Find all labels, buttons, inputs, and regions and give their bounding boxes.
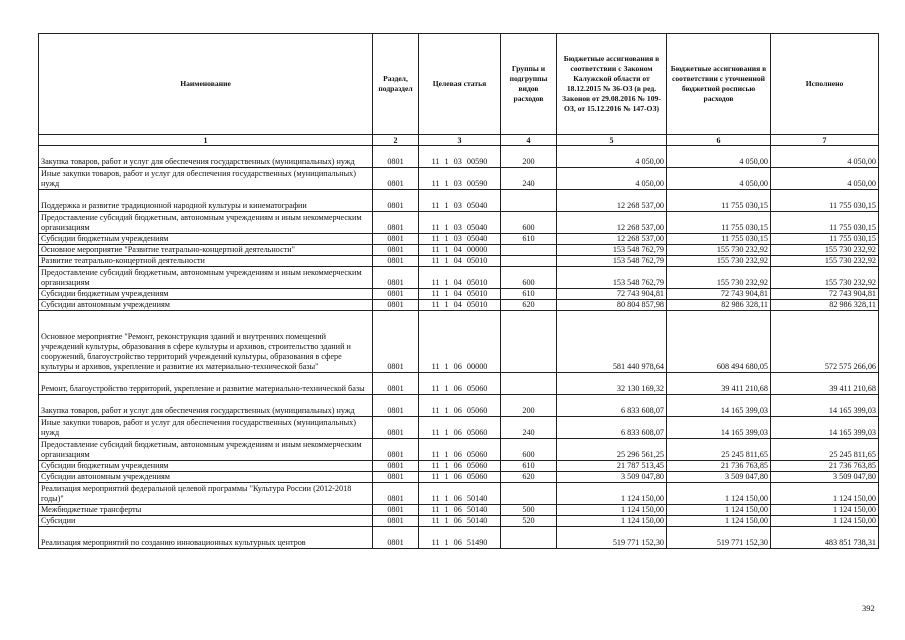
row-section-cell: 0801 xyxy=(373,505,419,516)
row-target-cell: 11 1 06 05060 xyxy=(419,472,501,483)
row-executed-cell: 82 986 328,11 xyxy=(771,300,879,311)
row-group-cell: 520 xyxy=(501,516,557,527)
row-executed-cell: 11 755 030,15 xyxy=(771,212,879,234)
row-section-cell: 0801 xyxy=(373,245,419,256)
row-refined-cell: 608 494 680,05 xyxy=(667,311,771,373)
row-section-cell: 0801 xyxy=(373,527,419,549)
row-assigned-cell: 1 124 150,00 xyxy=(557,505,667,516)
table-row xyxy=(39,461,879,472)
row-name-cell: Основное мероприятие "Ремонт, реконструкция зданий и внутренних помещений учреждений культуры, образования в сфере культуры и архивов, строительство зданий и сооружений, благоустройство территорий учреждений культуры, образования в сфере культуры и архивов, укрепление и развитие их материально-технической базы" xyxy=(39,311,373,373)
column-number: 1 xyxy=(39,135,373,146)
table-row xyxy=(39,373,879,395)
row-executed-cell: 14 165 399,03 xyxy=(771,417,879,439)
row-name-cell: Субсидии бюджетным учреждениям xyxy=(39,289,373,300)
row-target-cell: 11 1 06 05060 xyxy=(419,373,501,395)
row-group-cell xyxy=(501,373,557,395)
row-target-cell: 11 1 06 51490 xyxy=(419,527,501,549)
row-target-cell: 11 1 03 05040 xyxy=(419,234,501,245)
row-assigned-cell: 1 124 150,00 xyxy=(557,516,667,527)
table-row xyxy=(39,311,879,373)
row-assigned-cell: 12 268 537,00 xyxy=(557,212,667,234)
row-refined-cell: 1 124 150,00 xyxy=(667,483,771,505)
table-row xyxy=(39,190,879,212)
row-group-cell: 240 xyxy=(501,168,557,190)
row-name-cell: Субсидии бюджетным учреждениям xyxy=(39,234,373,245)
row-name-cell: Развитие театрально-концертной деятельности xyxy=(39,256,373,267)
header-law-allocations: Бюджетные ассигнования в соответствии с Законом Калужской области от 18.12.2015 № 36-ОЗ (в ред. Законов от 29.08.2016 № 109-ОЗ, от 15.12.2016 № 147-ОЗ) xyxy=(557,34,667,135)
row-group-cell: 500 xyxy=(501,505,557,516)
row-target-cell: 11 1 06 00000 xyxy=(419,311,501,373)
row-assigned-cell: 153 548 762,79 xyxy=(557,267,667,289)
row-executed-cell: 4 050,00 xyxy=(771,168,879,190)
row-group-cell: 610 xyxy=(501,289,557,300)
row-executed-cell: 155 730 232,92 xyxy=(771,256,879,267)
row-refined-cell: 4 050,00 xyxy=(667,146,771,168)
row-executed-cell: 483 851 738,31 xyxy=(771,527,879,549)
row-group-cell xyxy=(501,311,557,373)
table-row xyxy=(39,300,879,311)
row-refined-cell: 1 124 150,00 xyxy=(667,516,771,527)
table-row xyxy=(39,527,879,549)
row-section-cell: 0801 xyxy=(373,146,419,168)
table-row xyxy=(39,417,879,439)
row-assigned-cell: 1 124 150,00 xyxy=(557,483,667,505)
row-section-cell: 0801 xyxy=(373,300,419,311)
row-name-cell: Предоставление субсидий бюджетным, автономным учреждениям и иным некоммерческим организациям xyxy=(39,212,373,234)
header-executed: Исполнено xyxy=(771,34,879,135)
row-target-cell: 11 1 06 05060 xyxy=(419,395,501,417)
row-section-cell: 0801 xyxy=(373,516,419,527)
table-row xyxy=(39,395,879,417)
row-assigned-cell: 25 296 561,25 xyxy=(557,439,667,461)
row-target-cell: 11 1 04 00000 xyxy=(419,245,501,256)
row-section-cell: 0801 xyxy=(373,212,419,234)
row-group-cell: 610 xyxy=(501,461,557,472)
row-name-cell: Субсидии бюджетным учреждениям xyxy=(39,461,373,472)
table-row xyxy=(39,212,879,234)
row-group-cell: 620 xyxy=(501,300,557,311)
row-refined-cell: 25 245 811,65 xyxy=(667,439,771,461)
row-section-cell: 0801 xyxy=(373,289,419,300)
row-assigned-cell: 4 050,00 xyxy=(557,146,667,168)
row-name-cell: Иные закупки товаров, работ и услуг для обеспечения государственных (муниципальных) нужд xyxy=(39,168,373,190)
page-number: 392 xyxy=(862,603,875,613)
row-section-cell: 0801 xyxy=(373,472,419,483)
row-group-cell xyxy=(501,527,557,549)
row-executed-cell: 572 575 266,06 xyxy=(771,311,879,373)
header-section: Раздел, подраздел xyxy=(373,34,419,135)
row-refined-cell: 1 124 150,00 xyxy=(667,505,771,516)
row-name-cell: Основное мероприятие "Развитие театрально-концертной деятельности" xyxy=(39,245,373,256)
row-assigned-cell: 519 771 152,30 xyxy=(557,527,667,549)
budget-execution-table xyxy=(38,33,879,549)
table-row xyxy=(39,267,879,289)
row-group-cell xyxy=(501,256,557,267)
table-row xyxy=(39,516,879,527)
table-row xyxy=(39,472,879,483)
row-refined-cell: 155 730 232,92 xyxy=(667,256,771,267)
row-name-cell: Субсидии xyxy=(39,516,373,527)
row-refined-cell: 11 755 030,15 xyxy=(667,190,771,212)
table-row xyxy=(39,234,879,245)
row-group-cell: 240 xyxy=(501,417,557,439)
row-group-cell: 610 xyxy=(501,234,557,245)
row-refined-cell: 72 743 904,81 xyxy=(667,289,771,300)
row-name-cell: Субсидии автономным учреждениям xyxy=(39,300,373,311)
row-executed-cell: 1 124 150,00 xyxy=(771,516,879,527)
row-assigned-cell: 3 509 047,80 xyxy=(557,472,667,483)
row-group-cell: 200 xyxy=(501,146,557,168)
row-executed-cell: 72 743 904,81 xyxy=(771,289,879,300)
row-section-cell: 0801 xyxy=(373,461,419,472)
row-name-cell: Реализация мероприятий федеральной целевой программы "Культура России (2012-2018 годы)" xyxy=(39,483,373,505)
row-section-cell: 0801 xyxy=(373,234,419,245)
row-executed-cell: 1 124 150,00 xyxy=(771,505,879,516)
row-executed-cell: 11 755 030,15 xyxy=(771,190,879,212)
header-expense-group: Группы и подгруппы видов расходов xyxy=(501,34,557,135)
row-refined-cell: 21 736 763,85 xyxy=(667,461,771,472)
row-refined-cell: 3 509 047,80 xyxy=(667,472,771,483)
row-section-cell: 0801 xyxy=(373,483,419,505)
row-refined-cell: 519 771 152,30 xyxy=(667,527,771,549)
row-name-cell: Ремонт, благоустройство территорий, укрепление и развитие материально-технической базы xyxy=(39,373,373,395)
row-target-cell: 11 1 04 05010 xyxy=(419,289,501,300)
row-section-cell: 0801 xyxy=(373,168,419,190)
row-name-cell: Иные закупки товаров, работ и услуг для обеспечения государственных (муниципальных) нужд xyxy=(39,417,373,439)
row-target-cell: 11 1 06 50140 xyxy=(419,516,501,527)
row-target-cell: 11 1 04 05010 xyxy=(419,267,501,289)
row-section-cell: 0801 xyxy=(373,373,419,395)
table-body xyxy=(39,146,879,549)
row-section-cell: 0801 xyxy=(373,256,419,267)
row-executed-cell: 11 755 030,15 xyxy=(771,234,879,245)
row-name-cell: Субсидии автономным учреждениям xyxy=(39,472,373,483)
budget-table-container xyxy=(38,33,879,549)
column-number: 3 xyxy=(419,135,501,146)
row-target-cell: 11 1 04 05010 xyxy=(419,300,501,311)
row-group-cell: 600 xyxy=(501,439,557,461)
row-name-cell: Закупка товаров, работ и услуг для обеспечения государственных (муниципальных) нужд xyxy=(39,395,373,417)
row-executed-cell: 3 509 047,80 xyxy=(771,472,879,483)
row-target-cell: 11 1 03 00590 xyxy=(419,146,501,168)
row-executed-cell: 4 050,00 xyxy=(771,146,879,168)
row-assigned-cell: 32 130 169,32 xyxy=(557,373,667,395)
row-group-cell: 600 xyxy=(501,267,557,289)
row-refined-cell: 11 755 030,15 xyxy=(667,234,771,245)
table-row xyxy=(39,168,879,190)
row-target-cell: 11 1 06 05060 xyxy=(419,439,501,461)
row-target-cell: 11 1 06 05060 xyxy=(419,417,501,439)
row-executed-cell: 21 736 763,85 xyxy=(771,461,879,472)
header-row xyxy=(39,34,879,135)
header-name: Наименование xyxy=(39,34,373,135)
table-row xyxy=(39,245,879,256)
row-executed-cell: 39 411 210,68 xyxy=(771,373,879,395)
row-refined-cell: 155 730 232,92 xyxy=(667,267,771,289)
row-assigned-cell: 72 743 904,81 xyxy=(557,289,667,300)
row-name-cell: Предоставление субсидий бюджетным, автономным учреждениям и иным некоммерческим организациям xyxy=(39,439,373,461)
row-refined-cell: 11 755 030,15 xyxy=(667,212,771,234)
row-target-cell: 11 1 06 50140 xyxy=(419,483,501,505)
table-row xyxy=(39,483,879,505)
header-refined-allocations: Бюджетные ассигнования в соответствии с уточненной бюджетной росписью расходов xyxy=(667,34,771,135)
row-assigned-cell: 581 440 978,64 xyxy=(557,311,667,373)
row-name-cell: Межбюджетные трансферты xyxy=(39,505,373,516)
header-target-article: Целевая статья xyxy=(419,34,501,135)
row-refined-cell: 14 165 399,03 xyxy=(667,395,771,417)
row-refined-cell: 82 986 328,11 xyxy=(667,300,771,311)
column-number: 2 xyxy=(373,135,419,146)
row-assigned-cell: 153 548 762,79 xyxy=(557,245,667,256)
row-section-cell: 0801 xyxy=(373,417,419,439)
row-assigned-cell: 6 833 608,07 xyxy=(557,417,667,439)
row-executed-cell: 155 730 232,92 xyxy=(771,267,879,289)
column-number: 7 xyxy=(771,135,879,146)
row-group-cell: 620 xyxy=(501,472,557,483)
row-executed-cell: 25 245 811,65 xyxy=(771,439,879,461)
row-refined-cell: 39 411 210,68 xyxy=(667,373,771,395)
row-name-cell: Предоставление субсидий бюджетным, автономным учреждениям и иным некоммерческим организациям xyxy=(39,267,373,289)
table-row xyxy=(39,256,879,267)
table-row xyxy=(39,289,879,300)
row-refined-cell: 155 730 232,92 xyxy=(667,245,771,256)
table-row xyxy=(39,439,879,461)
table-row xyxy=(39,505,879,516)
row-assigned-cell: 153 548 762,79 xyxy=(557,256,667,267)
row-target-cell: 11 1 06 05060 xyxy=(419,461,501,472)
row-executed-cell: 14 165 399,03 xyxy=(771,395,879,417)
row-target-cell: 11 1 04 05010 xyxy=(419,256,501,267)
column-number: 5 xyxy=(557,135,667,146)
row-group-cell xyxy=(501,483,557,505)
row-section-cell: 0801 xyxy=(373,439,419,461)
row-assigned-cell: 12 268 537,00 xyxy=(557,234,667,245)
row-target-cell: 11 1 03 05040 xyxy=(419,212,501,234)
table-row xyxy=(39,146,879,168)
row-group-cell: 200 xyxy=(501,395,557,417)
row-target-cell: 11 1 03 00590 xyxy=(419,168,501,190)
row-executed-cell: 155 730 232,92 xyxy=(771,245,879,256)
column-number: 6 xyxy=(667,135,771,146)
row-executed-cell: 1 124 150,00 xyxy=(771,483,879,505)
row-section-cell: 0801 xyxy=(373,311,419,373)
row-assigned-cell: 4 050,00 xyxy=(557,168,667,190)
row-name-cell: Реализация мероприятий по созданию инновационных культурных центров xyxy=(39,527,373,549)
column-number: 4 xyxy=(501,135,557,146)
row-assigned-cell: 21 787 513,45 xyxy=(557,461,667,472)
row-group-cell: 600 xyxy=(501,212,557,234)
row-section-cell: 0801 xyxy=(373,395,419,417)
row-section-cell: 0801 xyxy=(373,190,419,212)
row-section-cell: 0801 xyxy=(373,267,419,289)
row-name-cell: Поддержка и развитие традиционной народной культуры и кинематографии xyxy=(39,190,373,212)
row-name-cell: Закупка товаров, работ и услуг для обеспечения государственных (муниципальных) нужд xyxy=(39,146,373,168)
row-group-cell xyxy=(501,245,557,256)
row-assigned-cell: 80 804 857,98 xyxy=(557,300,667,311)
row-group-cell xyxy=(501,190,557,212)
row-assigned-cell: 12 268 537,00 xyxy=(557,190,667,212)
row-refined-cell: 14 165 399,03 xyxy=(667,417,771,439)
column-number-row xyxy=(39,135,879,146)
row-refined-cell: 4 050,00 xyxy=(667,168,771,190)
row-target-cell: 11 1 06 50140 xyxy=(419,505,501,516)
row-assigned-cell: 6 833 608,07 xyxy=(557,395,667,417)
row-target-cell: 11 1 03 05040 xyxy=(419,190,501,212)
